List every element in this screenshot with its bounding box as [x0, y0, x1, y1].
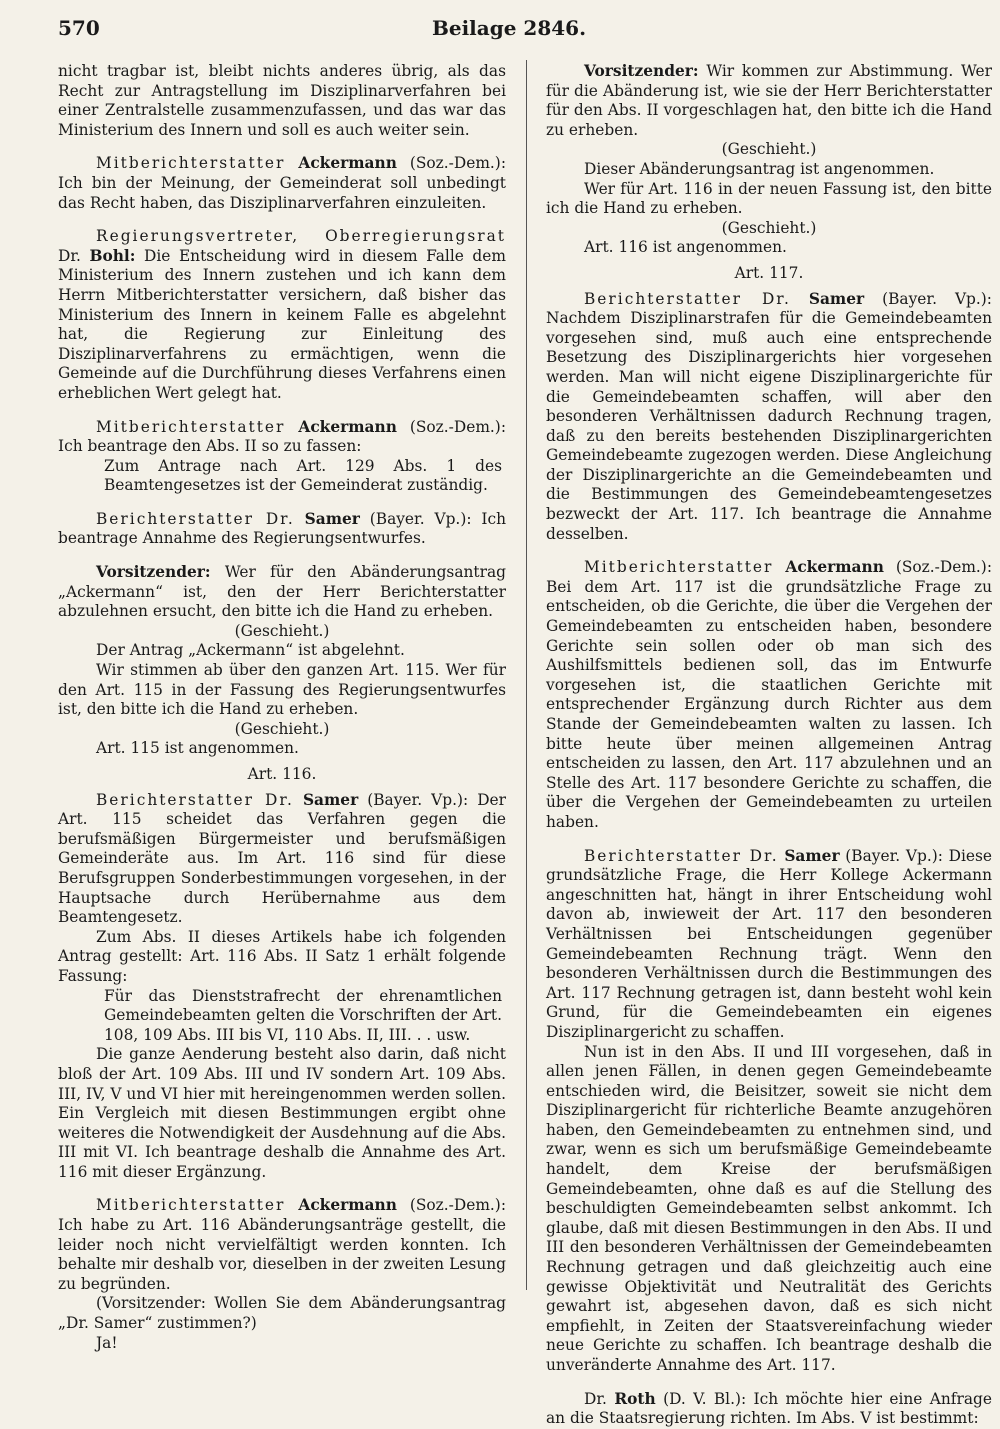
speech-text: (Bayer. Vp.): Der Art. 115 scheidet das Verfahren gegen die berufsmäßigen Bürgermeister und berufsmäßigen Gemeinderäte aus. Im Art. 116 sind für diese Berufsgruppen Sonderbestimmungen vorgesehen, in der Hauptsache durch Herübernahme aus dem Beamtengesetz.: [58, 790, 506, 927]
speaker-role: Berichterstatter Dr.: [96, 509, 295, 528]
vote-result: Der Antrag „Ackermann“ ist abgelehnt.: [96, 641, 405, 660]
speaker-role: Berichterstatter Dr.: [584, 846, 779, 865]
quoted-motion: Für das Dienststrafrecht der ehrenamtlichen Gemeindebeamten gelten die Vorschriften der Art. 108, 109 Abs. III bis VI, 110 Abs. II, III. . . usw.: [104, 986, 502, 1044]
paragraph: [58, 510, 506, 549]
speaker-role: Regierungsvertreter, Oberregierungsrat: [96, 227, 506, 246]
running-head: Beilage 2846.: [431, 16, 587, 40]
speaker-role: Mitberichterstatter: [96, 417, 286, 436]
speaker-role: Mitberichterstatter: [96, 1196, 286, 1215]
paragraph: nicht tragbar ist, bleibt nichts anderes übrig, als das Recht zur Antragstellung im Disziplinarverfahren bei einer Zentralstelle zusammenzufassen, und das war das Ministerium des Innern und soll es auch weiter sein.: [58, 62, 506, 139]
speech-text: (Soz.-Dem.): Ich bin der Meinung, der Gemeinderat soll unbedingt das Recht haben, das Disziplinarverfahren einzuleiten.: [58, 154, 506, 212]
speaker-role: Mitberichterstatter: [96, 154, 286, 173]
paragraph: Wir stimmen ab über den ganzen Art. 115. Wer für den Art. 115 in der Fassung des Regierungsentwurfes ist, den bitte ich die Hand zu erheben.: [58, 661, 506, 719]
paragraph: [58, 791, 506, 928]
vote-result: Art. 116 ist angenommen.: [584, 238, 787, 257]
speaker-name: Samer: [784, 846, 840, 865]
column-divider: [526, 60, 527, 1290]
stage-direction: (Geschieht.): [721, 218, 817, 237]
speech-text: (Soz.-Dem.): Bei dem Art. 117 ist die grundsätzliche Frage zu entscheiden, ob die Gerichte, die über die Vergehen der Gemeindebeamten zu entscheiden haben, besondere Gerichte sein sollen oder ob man sich des Aushilfsmittels bedienen soll, das im Entwurfe vorgesehen ist, die staatlichen Gerichte mit entsprechender Ergänzung durch Richter aus dem Stande der Gemeindebeamten walten zu lassen. Ich bitte heute über meinen allgemeinen Antrag entscheiden zu lassen, den Art. 117 abzulehnen und an Stelle des Art. 117 besondere Gerichte zu schaffen, die über die Vergehen der Gemeindebeamten zu urteilen haben.: [546, 558, 992, 831]
vote-result: Dieser Abänderungsantrag ist angenommen.: [584, 159, 935, 178]
speaker-name: Roth: [614, 1389, 656, 1408]
page-header: [58, 16, 960, 46]
right-column: [546, 62, 992, 1429]
speaker-name: Ackermann: [298, 154, 397, 173]
vote-result: Art. 115 ist angenommen.: [96, 739, 299, 758]
speech-text: (Bayer. Vp.): Nachdem Disziplinarstrafen für die Gemeindebeamten vorgesehen sind, muß auch eine entsprechende Besetzung des Disziplinargerichts hier vorgesehen werden. Man will nicht eigene Disziplinargerichte für die Gemeindebeamten schaffen, will aber den besonderen Verhältnissen dadurch Rechnung tragen, daß zu den bereits bestehenden Disziplinargerichten Gemeindebeamte zugezogen werden. Diese Angleichung der Disziplinargerichte an die Gemeindebeamten und die Bestimmungen des Gemeindebeamtengesetzes bezweckt der Art. 117. Ich beantrage die Annahme desselben.: [546, 289, 992, 543]
paragraph: Die ganze Aenderung besteht also darin, daß nicht bloß der Art. 109 Abs. III und IV sondern Art. 109 Abs. III, IV, V und VI hier mit hereingenommen werden sollen. Ein Vergleich mit diesen Bestimmungen ergibt ohne weiteres die Notwendigkeit der Ausdehnung auf die Abs. III mit VI. Ich beantrage deshalb die Annahme des Art. 116 mit dieser Ergänzung.: [58, 1045, 506, 1181]
paragraph: [546, 558, 992, 832]
paragraph: [546, 290, 992, 545]
speech-text: Wir kommen zur Abstimmung. Wer für die Abänderung ist, wie sie der Herr Berichterstatter für den Abs. II vorgeschlagen hat, den bitte ich die Hand zu erheben.: [546, 62, 992, 139]
aside-remark: (Vorsitzender: Wollen Sie dem Abänderungsantrag „Dr. Samer“ zustimmen?): [58, 1294, 506, 1333]
paragraph: [58, 154, 506, 213]
stage-direction: (Geschieht.): [721, 140, 817, 159]
speaker-name: Samer: [808, 289, 865, 308]
paragraph: [546, 1390, 992, 1429]
paragraph: [58, 418, 506, 457]
page-number: 570: [58, 16, 100, 40]
speaker-name: Ackermann: [298, 417, 397, 436]
speaker-name: Ackermann: [785, 558, 884, 577]
paragraph: Zum Abs. II dieses Artikels habe ich folgenden Antrag gestellt: Art. 116 Abs. II Satz 1 erhält folgende Fassung:: [58, 927, 506, 985]
speaker-title: Dr.: [58, 246, 81, 265]
article-heading: Art. 117.: [734, 263, 804, 282]
speaker-name: Ackermann: [298, 1196, 397, 1215]
article-heading: Art. 116.: [247, 765, 317, 783]
paragraph: Wer für Art. 116 in der neuen Fassung ist, den bitte ich die Hand zu erheben.: [546, 179, 992, 218]
speech-text: Die Entscheidung wird in diesem Falle dem Ministerium des Innern zustehen und ich kann dem Herrn Mitberichterstatter versichern, daß bisher das Ministerium des Innern in keinem Falle es abgelehnt hat, die Regierung zur Einleitung des Disziplinarverfahrens zu ermächtigen, wenn die Gemeinde auf die Durchführung dieses Verfahrens einen erheblichen Wert gelegt hat.: [58, 246, 506, 402]
stage-direction: (Geschieht.): [234, 719, 330, 738]
speaker-name: Vorsitzender:: [584, 62, 699, 80]
speaker-title: Dr.: [584, 1389, 607, 1408]
stage-direction: (Geschieht.): [234, 621, 330, 640]
speech-text: Wer für den Abänderungsantrag „Ackermann“ ist, den der Herr Berichterstatter abzulehnen ersucht, den bitte ich die Hand zu erheben.: [58, 563, 506, 621]
speaker-role: Berichterstatter Dr.: [584, 289, 791, 308]
speaker-name: Vorsitzender:: [96, 563, 211, 582]
paragraph: [58, 1196, 506, 1294]
speaker-role: Berichterstatter Dr.: [96, 790, 294, 809]
speech-text: (Bayer. Vp.): Diese grundsätzliche Frage, die Herr Kollege Ackermann angeschnitten hat, hängt in ihrer Entscheidung wohl davon ab, inwieweit der Art. 117 den besonderen Verhältnissen bei Entscheidungen gegenüber Gemeindebeamten Rechnung trägt. Wenn den besonderen Verhältnissen durch die Bestimmungen des Art. 117 Rechnung getragen ist, dann besteht wohl kein Grund, für die Gemeindebeamten ein eigenes Disziplinargericht zu schaffen.: [546, 846, 993, 1041]
speech-text: (D. V. Bl.): Ich möchte hier eine Anfrage an die Staatsregierung richten. Im Abs. V ist bestimmt:: [546, 1389, 992, 1428]
paragraph: [58, 563, 506, 622]
speaker-role: Mitberichterstatter: [584, 558, 774, 577]
paragraph: [58, 227, 506, 403]
reply: Ja!: [96, 1333, 118, 1352]
speech-text: (Soz.-Dem.): Ich habe zu Art. 116 Abänderungsanträge gestellt, die leider noch nicht vervielfältigt werden konnten. Ich behalte mir deshalb vor, dieselben in der zweiten Lesung zu begründen.: [58, 1196, 506, 1293]
speaker-name: Samer: [302, 790, 359, 809]
speech-text: (Bayer. Vp.): Ich beantrage Annahme des Regierungsentwurfes.: [58, 509, 506, 548]
paragraph: Nun ist in den Abs. II und III vorgesehen, daß in allen jenen Fällen, in denen gegen Gemeindebeamte entschieden wird, die Beisitzer, soweit sie nicht dem Disziplinargericht für richterliche Beamte anzugehören haben, den Gemeindebeamten zu entnehmen sind, und zwar, wenn es sich um berufsmäßige Gemeindebeamte handelt, dem Kreise der berufsmäßigen Gemeindebeamten, ohne daß es auf die Stellung des beschuldigten Gemeindebeamten selbst ankommt. Ich glaube, daß mit diesen Bestimmungen in den Abs. II und III den besonderen Verhältnissen der Gemeindebeamten Rechnung getragen und daß gleichzeitig auch eine gewisse Objektivität und Neutralität des Gerichts gewahrt ist, abgesehen davon, daß es sich nicht empfiehlt, in Zeiten der Staatsvereinfachung wieder neue Gerichte zu schaffen. Ich beantrage deshalb die unveränderte Annahme des Art. 117.: [546, 1042, 992, 1374]
speech-text: (Soz.-Dem.): Ich beantrage den Abs. II so zu fassen:: [58, 417, 506, 456]
left-column: [58, 62, 506, 1353]
paragraph: [546, 62, 992, 140]
quoted-motion: Zum Antrage nach Art. 129 Abs. 1 des Beamtengesetzes ist der Gemeinderat zuständig.: [104, 456, 502, 495]
speaker-name: Bohl:: [89, 246, 136, 265]
speaker-name: Samer: [304, 509, 360, 528]
paragraph: [546, 847, 992, 1043]
